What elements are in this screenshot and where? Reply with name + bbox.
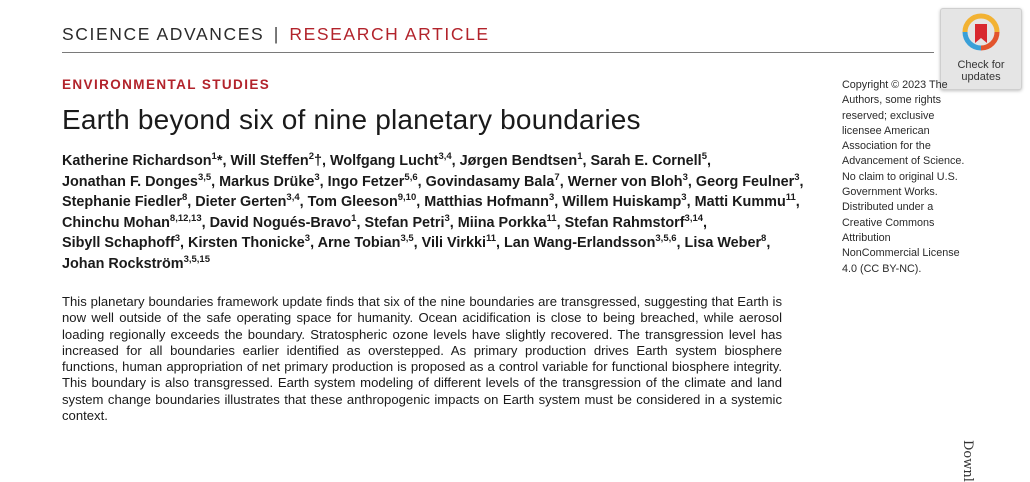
author[interactable] <box>695 194 796 210</box>
author[interactable] <box>364 212 450 231</box>
author[interactable] <box>685 235 767 251</box>
author-name: Jonathan F. Donges <box>62 173 198 190</box>
author-name: Sibyll Schaphoff <box>62 235 175 251</box>
author-affiliation: 8 <box>181 192 188 204</box>
author-affiliation: 1 <box>577 151 583 163</box>
author-affiliation: 7 <box>554 171 560 183</box>
author-name: Arne Tobian <box>317 235 401 251</box>
author-name: Ingo Fetzer <box>327 173 405 190</box>
author[interactable] <box>62 153 222 169</box>
author-name: Katherine Richardson <box>62 153 212 169</box>
author[interactable] <box>567 171 688 190</box>
author-name: Lan Wang-Erlandsson <box>504 235 656 251</box>
author-mark: † <box>313 153 322 169</box>
author-mark: * <box>216 153 223 169</box>
author[interactable] <box>230 153 322 169</box>
author-name: Stefan Petri <box>364 214 445 231</box>
author-name: Jørgen Bendtsen <box>459 153 578 169</box>
author-name: Markus Drüke <box>219 173 315 190</box>
abstract: This planetary boundaries framework update finds that six of the nine boundaries are transgressed, suggesting that Earth is now well outside of the safe operating space for humanity. Ocean acidification is close to being breached, while aerosol loading regionally exceeds the boundary. Stratospheric ozone levels have slightly recovered. The transgression level has increased for all boundaries earlier identified as overstepped. As primary production drives Earth system biosphere functions, human appropriation of net primary production is proposed as a control variable for functional biosphere integrity. This boundary is also transgressed. Earth system modeling of different levels of the transgression of the climate and land system change boundaries illustrates that these anthropogenic impacts on Earth system must be considered in a systemic context. <box>62 294 782 424</box>
author-name: Vili Virkki <box>421 235 486 251</box>
author-name: Stephanie Fiedler <box>62 194 182 210</box>
author[interactable] <box>457 212 557 231</box>
author-name: Wolfgang Lucht <box>330 153 439 169</box>
author-name: Matthias Hofmann <box>424 194 549 210</box>
author-name: David Nogués-Bravo <box>209 214 352 231</box>
journal-name: SCIENCE ADVANCES <box>62 24 265 44</box>
author[interactable] <box>62 171 212 190</box>
author-name: Georg Feulner <box>695 173 795 190</box>
article-title: Earth beyond six of nine planetary boundaries <box>62 104 641 135</box>
author[interactable] <box>330 153 452 169</box>
author-affiliation: 2 <box>308 151 314 163</box>
author-name: Sarah E. Cornell <box>590 153 702 169</box>
author[interactable] <box>62 235 180 251</box>
author-affiliation: 11 <box>546 212 557 224</box>
author-affiliation: 5,6 <box>404 171 418 183</box>
author[interactable] <box>62 194 187 210</box>
author-name: Stefan Rahmstorf <box>564 214 685 231</box>
author-affiliation: 1 <box>211 151 217 163</box>
author[interactable] <box>422 235 496 251</box>
author-name: Will Steffen <box>230 153 309 169</box>
check-for-updates-label: Check for updates <box>957 59 1005 83</box>
author-affiliation: 3 <box>304 233 311 245</box>
author[interactable] <box>195 194 299 210</box>
header-divider <box>62 52 934 53</box>
author[interactable] <box>62 253 210 272</box>
author-affiliation: 3 <box>314 171 320 183</box>
author-affiliation: 3 <box>548 192 555 204</box>
author-affiliation: 11 <box>485 233 496 245</box>
author-name: Dieter Gerten <box>195 194 287 210</box>
author-affiliation: 3,14 <box>684 212 704 224</box>
author-name: Johan Rockström <box>62 255 184 272</box>
article-type: RESEARCH ARTICLE <box>289 24 490 44</box>
author[interactable] <box>209 212 357 231</box>
author-affiliation: 9,10 <box>397 192 417 204</box>
author-affiliation: 3,5,15 <box>183 253 210 265</box>
author-affiliation: 11 <box>785 192 796 204</box>
header-separator: | <box>273 24 280 44</box>
author-name: Willem Huiskamp <box>562 194 682 210</box>
author-affiliation: 5 <box>701 151 707 163</box>
copyright-notice: Copyright © 2023 The Authors, some rights reserved; exclusive licensee American Association for the Advancement of Science. No claim to original U.S. Government Works. Distributed under a Creative Commons Attribution NonCommercial License 4.0 (CC BY-NC). <box>842 79 965 275</box>
author-affiliation: 3,4 <box>438 151 452 163</box>
journal-header <box>62 24 934 45</box>
author-affiliation: 3 <box>682 171 688 183</box>
author[interactable] <box>219 171 320 190</box>
author[interactable] <box>425 171 560 190</box>
author-affiliation: 3 <box>174 233 181 245</box>
author[interactable] <box>424 194 554 210</box>
author[interactable] <box>318 235 414 251</box>
author-name: Lisa Weber <box>684 235 762 251</box>
author-name: Govindasamy Bala <box>425 173 555 190</box>
author-affiliation: 8 <box>761 233 767 245</box>
author-affiliation: 3 <box>444 212 450 224</box>
author-affiliation: 3,5 <box>197 171 212 183</box>
author[interactable] <box>188 235 310 251</box>
author-affiliation: 3 <box>794 171 800 183</box>
author-name: Matti Kummu <box>694 194 786 210</box>
author-affiliation: 1 <box>351 212 357 224</box>
author-affiliation: 3 <box>681 192 687 204</box>
author-name: Miina Porkka <box>457 214 547 231</box>
author[interactable] <box>564 212 704 231</box>
check-for-updates-icon <box>962 13 1000 57</box>
author-name: Tom Gleeson <box>307 194 398 210</box>
author[interactable] <box>591 153 707 169</box>
section-label: ENVIRONMENTAL STUDIES <box>62 77 271 92</box>
author[interactable] <box>308 194 417 210</box>
author[interactable] <box>327 171 418 190</box>
author[interactable] <box>504 235 677 251</box>
download-side-tab[interactable]: Downl <box>960 440 975 482</box>
author-name: Werner von Bloh <box>567 173 683 190</box>
author[interactable] <box>460 153 583 169</box>
author-name: Chinchu Mohan <box>62 214 170 231</box>
author-list: Katherine Richardson$^1$*, Will Steffen$^2$†, Wolfgang Lucht$^{3,4}$, Jørgen Bendtsen$^1$, Sarah E. Cornell$^5$, Jonathan F. Donges$^{3,5}$, Markus Drüke$^3$, Ingo Fetzer$^{5,6}$, Govindasamy Bala$^7$, Werner von Bloh$^3$, Georg Feulner$^3$, Stephanie Fiedler$^8$, Dieter Gerten$^{3,4}$, Tom Gleeson$^{9,10}$, Matthias Hofmann$^3$, Willem Huiskamp$^3$, Matti Kummu$^{11}$, Chinchu Mohan$^{8,12,13}$, David Nogués-Bravo$^1$, Stefan Petri$^3$, Miina Porkka$^{11}$, Stefan Rahmstorf$^{3,14}$, Sibyll Schaphoff$^3$, Kirsten Thonicke$^3$, Arne Tobian$^{3,5}$, Vili Virkki$^{11}$, Lan Wang-Erlandsson$^{3,5,6}$, Lisa Weber$^8$, Johan Rockström$^{3,5,15}$ <box>62 151 804 272</box>
author[interactable] <box>695 171 800 190</box>
author-name: Kirsten Thonicke <box>188 235 305 251</box>
author-affiliation: 8,12,13 <box>169 212 202 224</box>
author[interactable] <box>62 212 202 231</box>
author-affiliation: 3,4 <box>286 192 300 204</box>
author[interactable] <box>562 194 686 210</box>
author-affiliation: 3,5 <box>400 233 414 245</box>
author-affiliation: 3,5,6 <box>655 233 677 245</box>
